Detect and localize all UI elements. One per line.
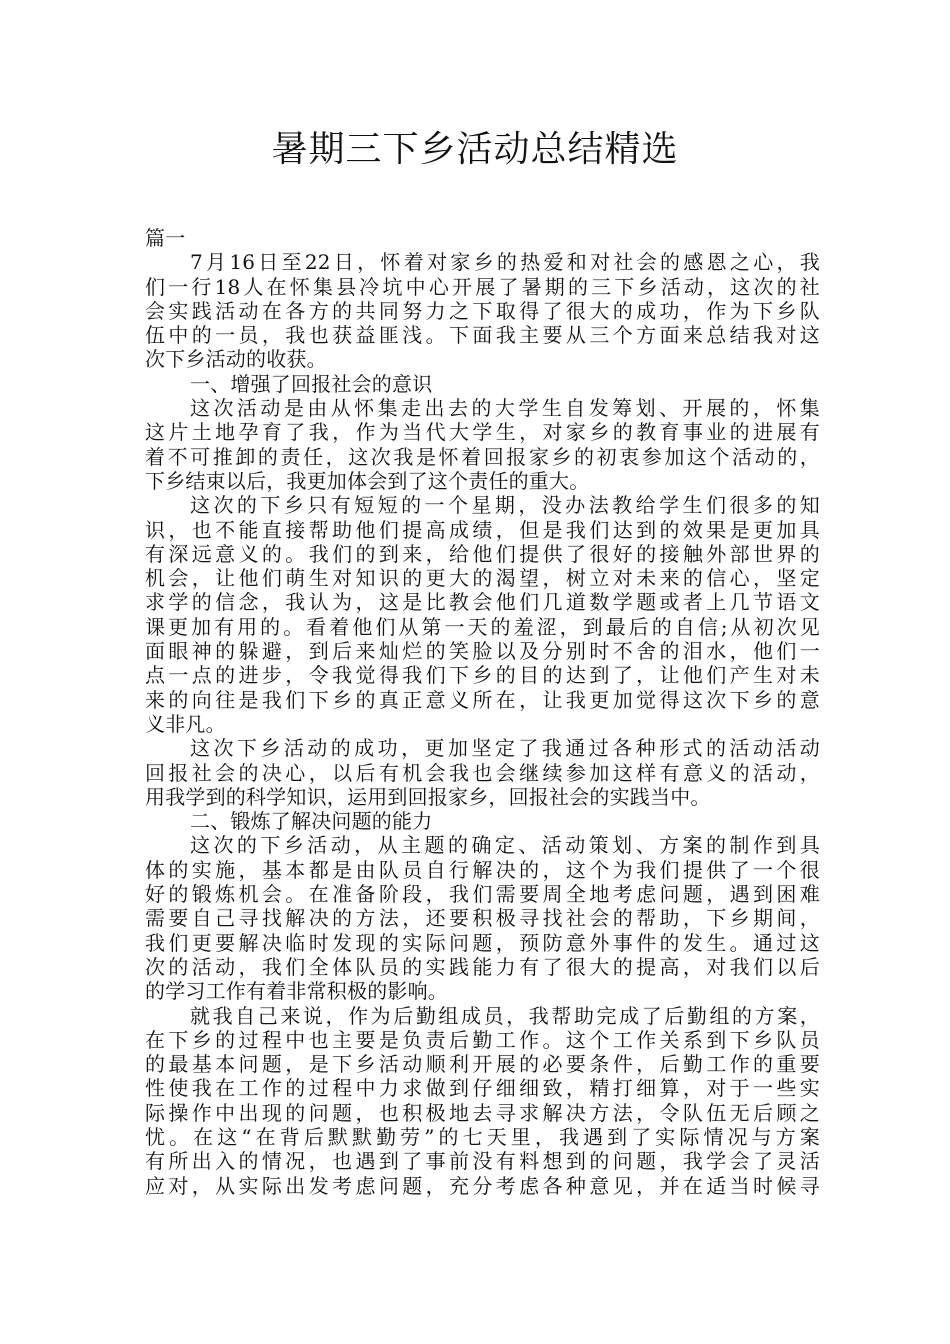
paragraph-line: 体的实施，基本都是由队员自行解决的，这个为我们提供了一个很 [145, 857, 820, 882]
paragraph-line: 这次的下乡只有短短的一个星期，没办法教给学生们很多的知 [190, 493, 820, 518]
paragraph-line: 义非凡。 [145, 711, 226, 736]
paragraph-line: 用我学到的科学知识，运用到回报家乡，回报社会的实践当中。 [145, 784, 711, 809]
paragraph-line: 们一行18人在怀集县冷坑中心开展了暑期的三下乡活动，这次的社 [145, 274, 820, 299]
paragraph-line: 这次的下乡活动，从主题的确定、活动策划、方案的制作到具 [190, 833, 820, 858]
paragraph-line: 这次活动是由从怀集走出去的大学生自发筹划、开展的，怀集 [190, 396, 820, 421]
paragraph-line: 这次下乡活动的成功，更加坚定了我通过各种形式的活动活动 [190, 736, 820, 761]
paragraph-line: 有所出入的情况，也遇到了事前没有料想到的问题，我学会了灵活 [145, 1149, 820, 1174]
paragraph-line: 次的活动，我们全体队员的实践能力有了很大的提高，对我们以后 [145, 954, 820, 979]
document-body [145, 226, 820, 1198]
paragraph-line: 际操作中出现的问题，也积极地去寻求解决方法，令队伍无后顾之 [145, 1100, 820, 1125]
paragraph-line: 这片土地孕育了我，作为当代大学生，对家乡的教育事业的进展有 [145, 420, 820, 445]
paragraph-line: 面眼神的躲避，到后来灿烂的笑脸以及分别时不舍的泪水，他们一 [145, 639, 820, 664]
paragraph-line: 需要自己寻找解决的方法，还要积极寻找社会的帮助，下乡期间， [145, 906, 820, 931]
paragraph-line: 的最基本问题，是下乡活动顺利开展的必要条件，后勤工作的重要 [145, 1052, 820, 1077]
paragraph-line: 着不可推卸的责任，这次我是怀着回报家乡的初衷参加这个活动的， [145, 444, 820, 469]
paragraph-line: 好的锻炼机会。在准备阶段，我们需要周全地考虑问题，遇到困难 [145, 882, 820, 907]
paragraph-line: 忧。在这“在背后默默勤劳”的七天里，我遇到了实际情况与方案 [145, 1124, 820, 1149]
paragraph-line: 应对，从实际出发考虑问题，充分考虑各种意见，并在适当时候寻 [145, 1173, 820, 1198]
paragraph-line: 7月16日至22日，怀着对家乡的热爱和对社会的感恩之心，我 [190, 250, 820, 275]
paragraph-line: 回报社会的决心，以后有机会我也会继续参加这样有意义的活动， [145, 760, 820, 785]
paragraph-line: 点一点的进步，令我觉得我们下乡的目的达到了，让他们产生对未 [145, 663, 820, 688]
paragraph-line: 性使我在工作的过程中力求做到仔细细致，精打细算，对于一些实 [145, 1076, 820, 1101]
paragraph-line: 机会，让他们萌生对知识的更大的渴望，树立对未来的信心，坚定 [145, 566, 820, 591]
paragraph-line: 在下乡的过程中也主要是负责后勤工作。这个工作关系到下乡队员 [145, 1027, 820, 1052]
paragraph-line: 求学的信念，我认为，这是比教会他们几道数学题或者上几节语文 [145, 590, 820, 615]
paragraph-line: 我们更要解决临时发现的实际问题，预防意外事件的发生。通过这 [145, 930, 820, 955]
paragraph-line: 的学习工作有着非常积极的影响。 [145, 979, 448, 1004]
paragraph-line: 识，也不能直接帮助他们提高成绩，但是我们达到的效果是更加具 [145, 517, 820, 542]
paragraph-line: 下乡结束以后，我更加体会到了这个责任的重大。 [145, 468, 590, 493]
paragraph-line: 有深远意义的。我们的到来，给他们提供了很好的接触外部世界的 [145, 541, 820, 566]
paragraph-line: 来的向往是我们下乡的真正意义所在，让我更加觉得这次下乡的意 [145, 687, 820, 712]
section-heading: 二、锻炼了解决问题的能力 [190, 809, 433, 834]
paragraph-line: 就我自己来说，作为后勤组成员，我帮助完成了后勤组的方案， [190, 1003, 820, 1028]
section-label: 篇一 [145, 226, 186, 250]
paragraph-line: 次下乡活动的收获。 [145, 347, 327, 372]
section-heading: 一、增强了回报社会的意识 [190, 371, 433, 396]
paragraph-line: 课更加有用的。看着他们从第一天的羞涩，到最后的自信;从初次见 [145, 614, 820, 639]
paragraph-line: 会实践活动在各方的共同努力之下取得了很大的成功，作为下乡队 [145, 298, 820, 323]
paragraph-line: 伍中的一员，我也获益匪浅。下面我主要从三个方面来总结我对这 [145, 323, 820, 348]
document-title: 暑期三下乡活动总结精选 [271, 129, 679, 170]
